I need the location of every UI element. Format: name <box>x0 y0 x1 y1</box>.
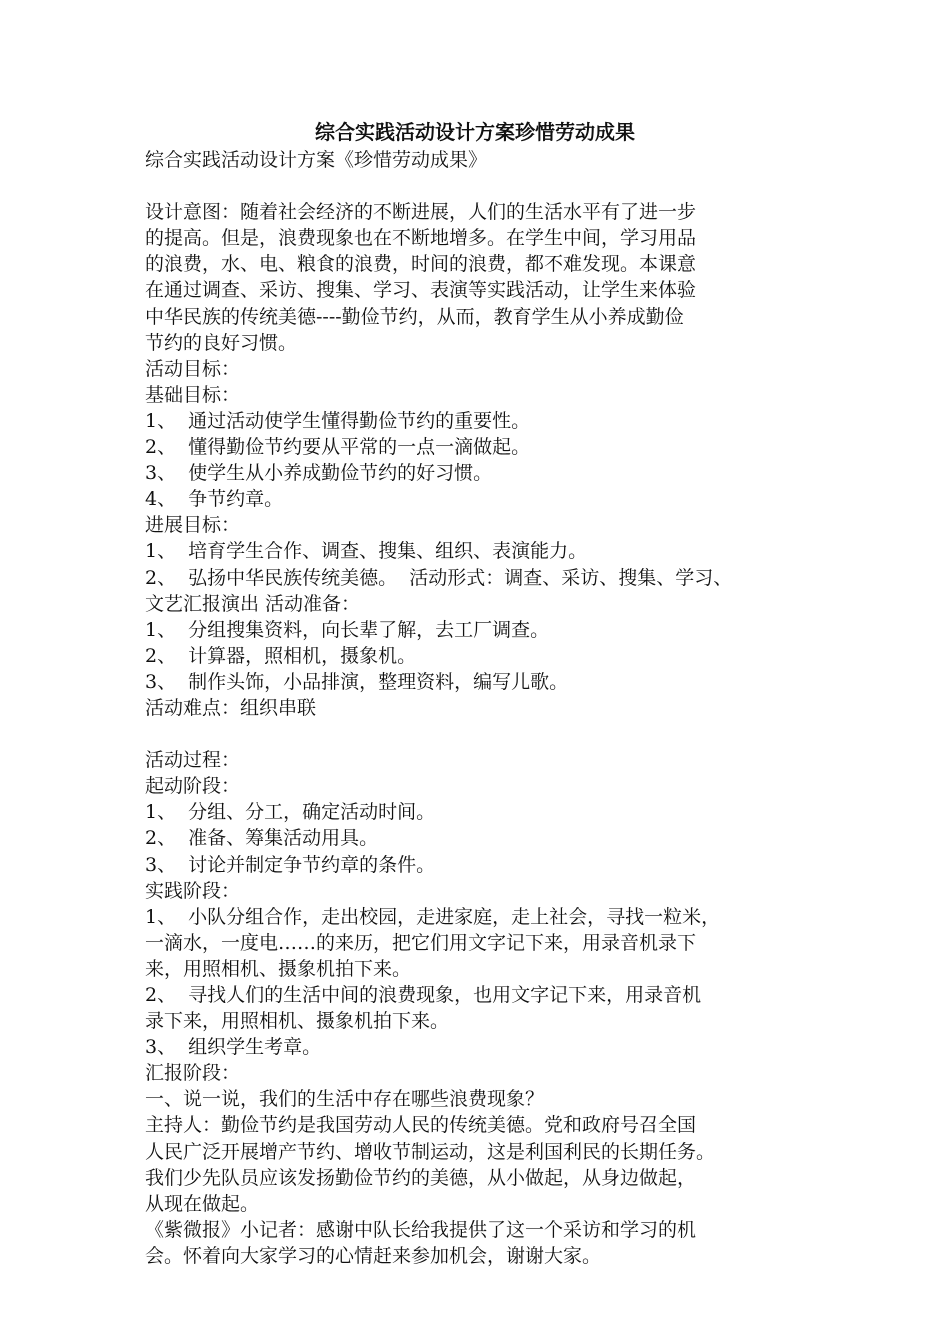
text-line: 2、 准备、筹集活动用具。 <box>145 827 379 850</box>
text-line: 1、 分组搜集资料，向长辈了解，去工厂调查。 <box>145 618 550 641</box>
text-line: 2、 计算器，照相机，摄象机。 <box>145 644 417 667</box>
text-line: 来，用照相机、摄象机拍下来。 <box>145 957 412 980</box>
text-line: 1、 通过活动使学生懂得勤俭节约的重要性。 <box>145 409 531 432</box>
text-line: 2、 懂得勤俭节约要从平常的一点一滴做起。 <box>145 436 531 459</box>
text-line: 《紫微报》小记者：感谢中队长给我提供了这一个采访和学习的机 <box>145 1218 697 1241</box>
text-line: 主持人：勤俭节约是我国劳动人民的传统美德。党和政府号召全国 <box>145 1114 697 1137</box>
text-line: 一滴水，一度电……的来历，把它们用文字记下来，用录音机录下 <box>145 931 697 954</box>
text-line: 基础目标： <box>145 383 241 406</box>
text-line: 3、 使学生从小养成勤俭节约的好习惯。 <box>145 462 493 485</box>
text-line: 录下来，用照相机、摄象机拍下来。 <box>145 1010 450 1033</box>
text-line: 起动阶段： <box>145 775 241 798</box>
text-line: 汇报阶段： <box>145 1062 241 1085</box>
text-line: 文艺汇报演出 活动准备： <box>145 592 361 615</box>
text-line: 1、 小队分组合作，走出校园，走进家庭，走上社会，寻找一粒米， <box>145 905 721 928</box>
text-line: 从现在做起。 <box>145 1192 260 1215</box>
text-line: 一、说一说，我们的生活中存在哪些浪费现象？ <box>145 1088 545 1111</box>
text-line: 实践阶段： <box>145 879 241 902</box>
document-title: 综合实践活动设计方案珍惜劳动成果 <box>315 120 635 144</box>
text-line: 我们少先队员应该发扬勤俭节约的美德，从小做起，从身边做起， <box>145 1166 697 1189</box>
text-line: 活动目标： <box>145 357 241 380</box>
text-line: 会。怀着向大家学习的心情赶来参加机会，谢谢大家。 <box>145 1244 602 1267</box>
text-line: 2、 寻找人们的生活中间的浪费现象，也用文字记下来，用录音机 <box>145 984 702 1006</box>
text-line: 3、 组织学生考章。 <box>145 1036 322 1059</box>
text-line: 的提高。但是，浪费现象也在不断地增多。在学生中间，学习用品 <box>145 227 697 250</box>
text-line: 人民广泛开展增产节约、增收节制运动，这是利国利民的长期任务。 <box>145 1140 716 1163</box>
text-line: 进展目标： <box>145 514 241 537</box>
text-line: 活动难点：组织串联 <box>145 696 317 719</box>
text-line: 1、 培育学生合作、调查、搜集、组织、表演能力。 <box>145 540 588 563</box>
document-subtitle: 综合实践活动设计方案《珍惜劳动成果》 <box>145 149 488 171</box>
text-line: 活动过程： <box>145 749 241 772</box>
text-line: 的浪费，水、电、粮食的浪费，时间的浪费，都不难发现。本课意 <box>145 253 697 276</box>
text-line: 3、 制作头饰，小品排演，整理资料，编写儿歌。 <box>145 670 569 693</box>
text-line: 4、 争节约章。 <box>145 488 284 511</box>
text-line: 2、 弘扬中华民族传统美德。 活动形式：调查、采访、搜集、学习、 <box>145 566 733 589</box>
text-line: 设计意图：随着社会经济的不断进展，人们的生活水平有了进一步 <box>145 201 697 224</box>
text-line: 3、 讨论并制定争节约章的条件。 <box>145 853 436 876</box>
text-line: 1、 分组、分工，确定活动时间。 <box>145 801 436 824</box>
text-line: 中华民族的传统美德----勤俭节约，从而，教育学生从小养成勤俭 <box>145 305 684 328</box>
text-line: 在通过调查、采访、搜集、学习、表演等实践活动，让学生来体验 <box>145 279 697 302</box>
text-line: 节约的良好习惯。 <box>145 331 298 354</box>
paragraph-lines <box>145 199 825 1269</box>
blank-line <box>145 173 825 199</box>
document-body <box>145 147 825 1269</box>
blank-line <box>145 721 825 747</box>
